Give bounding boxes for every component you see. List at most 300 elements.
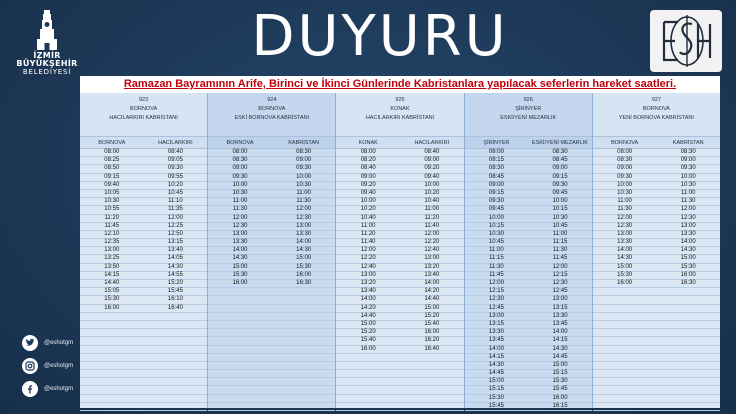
departure-time: 13:15 <box>488 320 504 327</box>
return-time: 09:00 <box>552 165 568 172</box>
table-row <box>593 403 720 411</box>
return-time: 11:00 <box>424 206 440 213</box>
city-name: İZMİR <box>33 51 61 60</box>
return-time <box>400 362 464 369</box>
table-row <box>80 370 207 378</box>
table-row <box>336 149 463 157</box>
facebook-handle: @eshotgm <box>44 386 74 392</box>
route-column <box>80 93 207 408</box>
table-row <box>208 313 335 321</box>
return-time: 14:00 <box>424 280 440 286</box>
return-time: 14:30 <box>680 247 696 254</box>
departure-time <box>208 378 272 385</box>
column-headers <box>593 137 720 149</box>
return-time: 12:40 <box>424 247 440 254</box>
return-time <box>656 395 720 402</box>
departure-time <box>593 395 657 402</box>
departure-time: 09:45 <box>488 206 504 213</box>
table-row <box>80 321 207 329</box>
departure-time: 15:00 <box>488 378 504 385</box>
departure-time: 10:55 <box>104 206 120 213</box>
return-time: 13:40 <box>424 271 440 278</box>
return-time <box>656 403 720 410</box>
facebook-icon <box>22 381 38 397</box>
departure-time <box>336 386 400 393</box>
return-time <box>272 321 336 328</box>
departure-time: 09:15 <box>104 173 120 180</box>
return-time: 16:00 <box>680 271 696 278</box>
table-row <box>593 174 720 182</box>
route-number: 923 <box>139 97 149 103</box>
departure-time: 11:45 <box>104 222 120 229</box>
departure-time: 10:00 <box>488 214 504 221</box>
return-time <box>144 378 208 385</box>
departure-time: 09:00 <box>488 181 504 188</box>
return-time: 13:30 <box>296 230 312 237</box>
table-row <box>593 206 720 214</box>
return-time: 13:00 <box>424 255 440 262</box>
return-time: 15:40 <box>424 320 440 327</box>
return-time: 09:40 <box>424 173 440 180</box>
departure-time: 13:20 <box>360 280 376 286</box>
return-time: 12:00 <box>296 206 312 213</box>
table-row <box>208 149 335 157</box>
table-row <box>465 182 592 190</box>
return-time: 08:30 <box>680 149 696 155</box>
social-facebook[interactable] <box>22 381 73 397</box>
return-time: 14:00 <box>680 239 696 246</box>
column-header: BORNOVA <box>611 140 639 146</box>
departure-time: 14:00 <box>617 247 633 254</box>
page-title: DUYURU <box>251 4 509 69</box>
departure-time <box>80 346 144 353</box>
table-row <box>80 239 207 247</box>
table-row <box>80 346 207 354</box>
departure-time: 08:00 <box>488 149 504 155</box>
table-row <box>336 157 463 165</box>
departure-time <box>593 386 657 393</box>
table-row <box>208 206 335 214</box>
route-number: 927 <box>651 97 661 103</box>
return-time <box>272 403 336 410</box>
departure-time: 10:20 <box>360 206 376 213</box>
route-route: YENİ BORNOVA KABRİSTANI <box>618 115 694 121</box>
departure-time: 10:40 <box>360 214 376 221</box>
table-row <box>465 223 592 231</box>
return-time: 12:00 <box>167 214 183 221</box>
table-row <box>465 346 592 354</box>
departure-time <box>593 370 657 377</box>
return-time <box>144 346 208 353</box>
return-time: 14:40 <box>424 296 440 303</box>
departure-time: 10:05 <box>104 189 120 196</box>
table-row <box>336 296 463 304</box>
departure-time: 16:00 <box>104 304 120 311</box>
departure-time <box>208 386 272 393</box>
table-row <box>465 231 592 239</box>
table-row <box>465 337 592 345</box>
return-time: 11:15 <box>552 239 568 246</box>
return-time: 14:55 <box>167 271 183 278</box>
table-row <box>80 305 207 313</box>
return-time <box>144 321 208 328</box>
table-row <box>208 264 335 272</box>
return-time: 15:20 <box>424 312 440 319</box>
departure-time <box>208 395 272 402</box>
departure-time <box>593 305 657 312</box>
table-row <box>80 264 207 272</box>
return-time <box>272 386 336 393</box>
departure-time: 09:20 <box>360 181 376 188</box>
return-time: 11:00 <box>552 230 568 237</box>
route-number: 924 <box>267 97 277 103</box>
table-row <box>208 305 335 313</box>
table-row <box>593 280 720 288</box>
table-row <box>336 378 463 386</box>
return-time: 15:30 <box>680 263 696 270</box>
return-time <box>400 386 464 393</box>
instagram-handle: @eshotgm <box>44 363 74 369</box>
return-time: 10:30 <box>552 214 568 221</box>
departure-time: 16:00 <box>360 345 376 352</box>
return-time: 11:20 <box>424 214 440 221</box>
departure-time: 15:30 <box>232 271 248 278</box>
return-time: 09:30 <box>680 165 696 172</box>
return-time: 10:20 <box>167 181 183 188</box>
return-time: 13:30 <box>552 312 568 319</box>
table-row <box>336 190 463 198</box>
departure-time: 12:30 <box>232 222 248 229</box>
departure-time <box>208 354 272 361</box>
table-row <box>80 255 207 263</box>
departure-time: 15:05 <box>104 288 120 295</box>
table-row <box>336 313 463 321</box>
table-row <box>80 182 207 190</box>
departure-time <box>80 354 144 361</box>
return-time: 09:30 <box>552 181 568 188</box>
route-header <box>336 93 463 137</box>
table-row <box>80 403 207 411</box>
route-header <box>593 93 720 137</box>
return-time: 11:35 <box>168 206 183 213</box>
table-row <box>80 378 207 386</box>
table-row <box>593 231 720 239</box>
return-time: 16:20 <box>424 337 440 344</box>
departure-time: 08:45 <box>488 173 504 180</box>
table-row <box>465 165 592 173</box>
table-row <box>336 354 463 362</box>
schedule-table <box>80 93 720 408</box>
return-time: 15:30 <box>296 263 312 270</box>
departure-time: 14:00 <box>488 345 504 352</box>
departure-time: 14:15 <box>488 353 504 360</box>
table-row <box>336 272 463 280</box>
table-row <box>208 395 335 403</box>
return-time: 09:30 <box>296 165 312 172</box>
table-row <box>465 378 592 386</box>
return-time: 10:30 <box>680 181 696 188</box>
return-time: 13:15 <box>552 304 568 311</box>
table-row <box>208 403 335 411</box>
departure-time <box>593 378 657 385</box>
table-row <box>465 288 592 296</box>
table-row <box>336 370 463 378</box>
return-time: 08:40 <box>167 149 183 155</box>
return-time: 15:30 <box>552 378 568 385</box>
return-time: 12:30 <box>680 214 696 221</box>
return-time: 14:00 <box>296 239 312 246</box>
table-row <box>336 215 463 223</box>
departure-time <box>208 313 272 320</box>
route-name: ŞİRİNYER <box>515 106 542 112</box>
return-time <box>656 329 720 336</box>
return-time: 09:20 <box>424 165 440 172</box>
departure-time: 10:00 <box>360 198 376 205</box>
return-time <box>272 288 336 295</box>
departure-time <box>593 354 657 361</box>
table-row <box>208 157 335 165</box>
return-time: 11:30 <box>680 198 696 205</box>
route-column <box>465 93 592 408</box>
return-time: 16:30 <box>296 280 312 286</box>
return-time: 16:40 <box>424 345 440 352</box>
departure-time: 15:30 <box>617 271 633 278</box>
table-row <box>80 395 207 403</box>
table-row <box>208 239 335 247</box>
return-time: 12:50 <box>167 230 183 237</box>
table-row <box>336 255 463 263</box>
table-row <box>208 370 335 378</box>
social-instagram[interactable] <box>22 358 73 374</box>
table-row <box>80 231 207 239</box>
table-row <box>465 395 592 403</box>
table-row <box>80 313 207 321</box>
departure-time: 12:40 <box>360 263 376 270</box>
table-row <box>80 190 207 198</box>
departure-time: 16:00 <box>232 280 248 286</box>
departure-time <box>208 346 272 353</box>
return-time: 12:20 <box>424 239 440 246</box>
table-row <box>593 346 720 354</box>
table-row <box>465 247 592 255</box>
return-time <box>656 288 720 295</box>
departure-time: 09:15 <box>488 189 504 196</box>
return-time <box>656 386 720 393</box>
return-time: 15:15 <box>552 370 568 377</box>
departure-time <box>80 370 144 377</box>
departure-time: 15:40 <box>360 337 376 344</box>
table-row <box>593 215 720 223</box>
table-row <box>336 182 463 190</box>
table-row <box>593 239 720 247</box>
departure-time: 13:00 <box>232 230 248 237</box>
table-row <box>208 354 335 362</box>
table-row <box>336 403 463 411</box>
departure-time: 09:30 <box>488 198 504 205</box>
table-row <box>593 223 720 231</box>
route-column <box>593 93 720 408</box>
departure-time: 12:30 <box>617 222 633 229</box>
departure-time: 09:30 <box>617 173 633 180</box>
departure-time: 14:40 <box>360 312 376 319</box>
departure-time <box>593 362 657 369</box>
table-row <box>336 206 463 214</box>
departure-time: 12:45 <box>488 304 504 311</box>
return-time: 10:45 <box>552 222 568 229</box>
table-row <box>465 329 592 337</box>
return-time: 15:20 <box>167 280 183 286</box>
table-row <box>465 313 592 321</box>
eshot-logo <box>650 10 722 72</box>
route-column <box>336 93 463 408</box>
table-row <box>208 337 335 345</box>
table-row <box>593 362 720 370</box>
social-twitter[interactable] <box>22 335 73 351</box>
table-row <box>336 231 463 239</box>
table-row <box>465 190 592 198</box>
announcement-subtitle: Ramazan Bayramının Arife, Birinci ve İkinci Günlerinde Kabristanlara yapılacak seferlerin hareket saatleri. <box>123 78 677 90</box>
table-row <box>465 264 592 272</box>
table-row <box>465 157 592 165</box>
departure-time: 15:00 <box>360 320 376 327</box>
return-time: 13:00 <box>296 222 312 229</box>
table-row <box>593 337 720 345</box>
return-time <box>656 296 720 303</box>
table-row <box>593 149 720 157</box>
table-row <box>80 165 207 173</box>
departure-time: 14:40 <box>104 280 120 286</box>
return-time: 11:10 <box>168 198 183 205</box>
departure-time <box>80 395 144 402</box>
route-name: KONAK <box>390 106 410 112</box>
departure-time: 10:30 <box>232 189 248 196</box>
column-header: KONAK <box>358 140 378 146</box>
city-name-line2: BÜYÜKŞEHİR <box>16 59 78 68</box>
departure-time: 11:00 <box>360 222 376 229</box>
departure-time <box>208 288 272 295</box>
table-row <box>336 346 463 354</box>
departure-time: 13:30 <box>617 239 633 246</box>
table-row <box>593 378 720 386</box>
return-time: 16:40 <box>167 304 183 311</box>
departure-time <box>593 337 657 344</box>
departure-time: 12:00 <box>617 214 633 221</box>
departure-time: 14:15 <box>104 271 120 278</box>
departure-time: 13:30 <box>488 329 504 336</box>
table-row <box>80 329 207 337</box>
departure-time: 14:30 <box>617 255 633 262</box>
departure-time: 10:00 <box>232 181 248 188</box>
departure-time <box>593 403 657 410</box>
departure-time: 15:20 <box>360 329 376 336</box>
departure-time: 15:45 <box>488 402 504 409</box>
table-row <box>593 354 720 362</box>
table-row <box>465 386 592 394</box>
departure-time: 15:00 <box>232 263 248 270</box>
departure-time <box>336 362 400 369</box>
departure-time <box>336 403 400 410</box>
table-row <box>80 272 207 280</box>
departure-time: 15:15 <box>488 386 504 393</box>
departure-time <box>80 337 144 344</box>
return-time: 13:15 <box>167 239 183 246</box>
return-time <box>656 346 720 353</box>
departure-time: 09:40 <box>360 189 376 196</box>
return-time: 10:20 <box>424 189 440 196</box>
return-time <box>656 305 720 312</box>
return-time <box>272 370 336 377</box>
return-time: 08:30 <box>296 149 312 155</box>
return-time: 10:15 <box>552 206 568 213</box>
table-row <box>593 329 720 337</box>
departure-time <box>208 329 272 336</box>
departure-time: 11:30 <box>232 206 248 213</box>
return-time <box>400 354 464 361</box>
return-time: 11:00 <box>680 189 696 196</box>
return-time <box>400 378 464 385</box>
column-headers <box>208 137 335 149</box>
return-time: 10:00 <box>552 198 568 205</box>
return-time: 12:00 <box>424 230 440 237</box>
table-row <box>593 321 720 329</box>
return-time <box>272 362 336 369</box>
table-row <box>593 190 720 198</box>
departure-time: 10:15 <box>488 222 504 229</box>
table-row <box>80 223 207 231</box>
table-row <box>208 362 335 370</box>
return-time <box>400 370 464 377</box>
return-time: 15:00 <box>680 255 696 262</box>
table-row <box>593 247 720 255</box>
table-row <box>208 182 335 190</box>
departure-time: 10:30 <box>104 198 120 205</box>
return-time <box>656 354 720 361</box>
table-row <box>80 174 207 182</box>
departure-time <box>208 403 272 410</box>
return-time <box>656 321 720 328</box>
table-row <box>80 354 207 362</box>
return-time: 12:30 <box>552 280 568 286</box>
schedule-panel <box>80 76 720 408</box>
return-time: 09:45 <box>552 189 568 196</box>
return-time: 09:00 <box>680 157 696 164</box>
return-time <box>272 305 336 312</box>
departure-time <box>593 313 657 320</box>
table-row <box>593 272 720 280</box>
twitter-handle: @eshotgm <box>44 340 74 346</box>
return-time: 10:45 <box>167 189 183 196</box>
return-time <box>144 370 208 377</box>
table-row <box>593 198 720 206</box>
return-time: 16:10 <box>167 296 183 303</box>
return-time: 09:30 <box>167 165 183 172</box>
departure-time: 09:00 <box>232 165 248 172</box>
return-time <box>400 395 464 402</box>
departure-time <box>336 395 400 402</box>
departure-time: 08:30 <box>232 157 248 164</box>
table-row <box>208 231 335 239</box>
table-row <box>208 247 335 255</box>
return-time: 11:45 <box>552 255 568 262</box>
route-number: 926 <box>523 97 533 103</box>
return-time <box>656 337 720 344</box>
instagram-icon <box>22 358 38 374</box>
table-row <box>593 157 720 165</box>
return-time <box>144 403 208 410</box>
departure-time: 08:20 <box>360 157 376 164</box>
table-row <box>593 165 720 173</box>
return-time <box>144 354 208 361</box>
